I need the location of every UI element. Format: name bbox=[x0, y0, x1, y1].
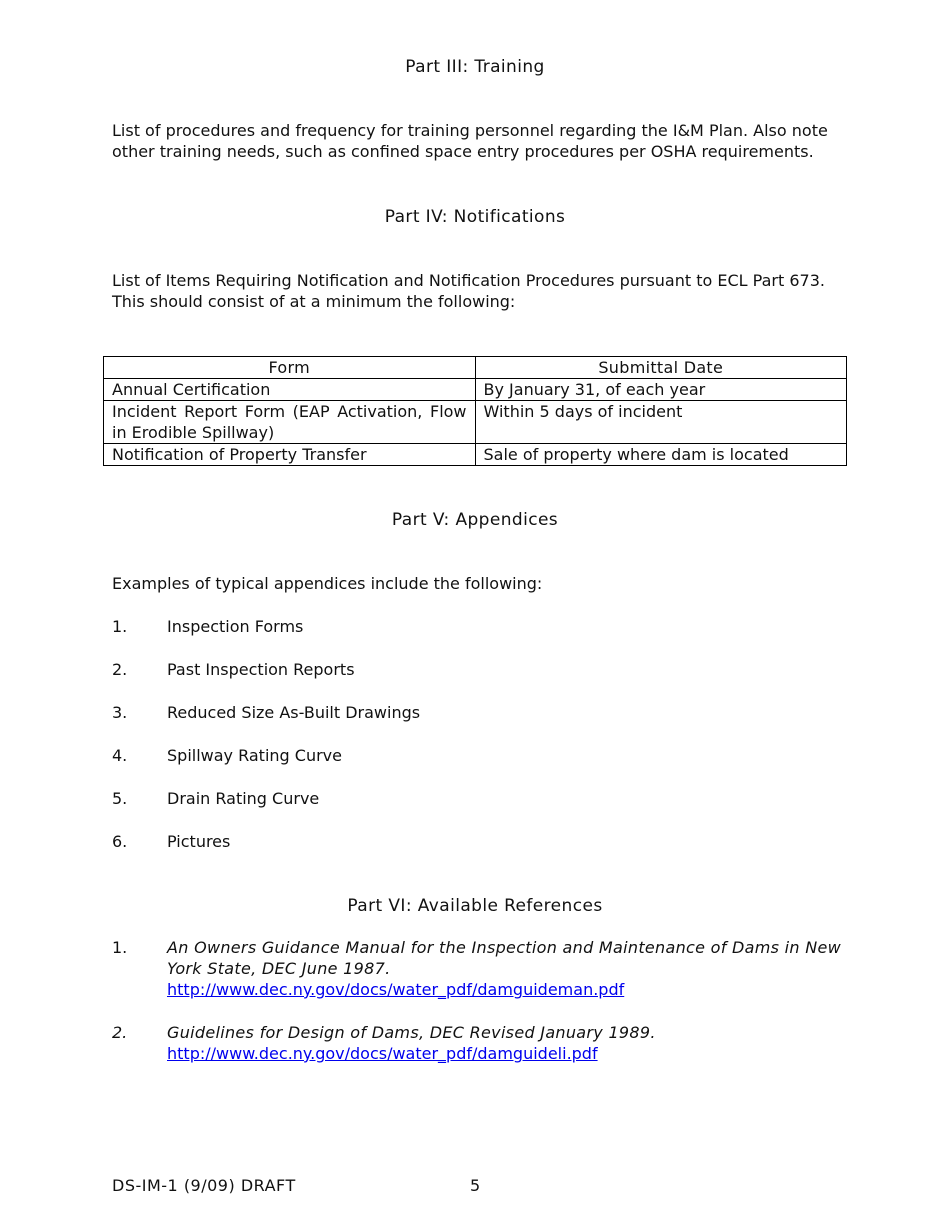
references-list bbox=[112, 937, 847, 1064]
column-header-submittal-date: Submittal Date bbox=[475, 357, 846, 379]
list-item-label: Reduced Size As-Built Drawings bbox=[167, 703, 421, 722]
reference-link[interactable]: http://www.dec.ny.gov/docs/water_pdf/damguideli.pdf bbox=[167, 1044, 598, 1063]
list-item bbox=[112, 831, 847, 874]
list-item-label: Spillway Rating Curve bbox=[167, 746, 342, 765]
table-cell-date: By January 31, of each year bbox=[475, 379, 846, 401]
reference-title: An Owners Guidance Manual for the Inspection and Maintenance of Dams in New York State, DEC June 1987. bbox=[167, 938, 842, 978]
part4-heading: Part IV: Notifications bbox=[384, 207, 566, 227]
table-row bbox=[104, 444, 847, 466]
part5-heading: Part V: Appendices bbox=[391, 510, 559, 530]
list-item-label: Inspection Forms bbox=[167, 617, 304, 636]
table-row bbox=[104, 401, 847, 444]
reference-item bbox=[112, 1022, 847, 1064]
part6-heading: Part VI: Available References bbox=[347, 896, 603, 916]
table-cell-form: Notification of Property Transfer bbox=[104, 444, 476, 466]
list-item-number: 5. bbox=[112, 789, 128, 808]
part3-heading: Part III: Training bbox=[405, 57, 545, 77]
footer-page-number: 5 bbox=[470, 1176, 481, 1195]
list-item-number: 1. bbox=[112, 617, 128, 636]
part4-text: List of Items Requiring Notification and Notification Procedures pursuant to ECL Part 673. This should consist of at a minimum the following: bbox=[112, 271, 825, 311]
list-item-number: 2. bbox=[112, 660, 128, 679]
footer-doc-id: DS-IM-1 (9/09) DRAFT bbox=[112, 1176, 296, 1195]
table-cell-date: Within 5 days of incident bbox=[475, 401, 846, 444]
reference-number: 2. bbox=[112, 1023, 128, 1042]
table-header-row bbox=[104, 357, 847, 379]
appendices-list bbox=[112, 616, 847, 874]
list-item-number: 4. bbox=[112, 746, 128, 765]
list-item-label: Pictures bbox=[167, 832, 231, 851]
list-item bbox=[112, 745, 847, 788]
list-item bbox=[112, 616, 847, 659]
table-row bbox=[104, 379, 847, 401]
reference-link[interactable]: http://www.dec.ny.gov/docs/water_pdf/damguideman.pdf bbox=[167, 980, 625, 999]
list-item bbox=[112, 659, 847, 702]
reference-item bbox=[112, 937, 847, 1000]
table-cell-form: Incident Report Form (EAP Activation, Flow in Erodible Spillway) bbox=[104, 401, 476, 444]
list-item-number: 6. bbox=[112, 832, 128, 851]
list-item-number: 3. bbox=[112, 703, 128, 722]
list-item-label: Drain Rating Curve bbox=[167, 789, 320, 808]
list-item bbox=[112, 788, 847, 831]
list-item-label: Past Inspection Reports bbox=[167, 660, 355, 679]
table-cell-date: Sale of property where dam is located bbox=[475, 444, 846, 466]
notification-table bbox=[103, 356, 847, 466]
part5-intro: Examples of typical appendices include the following: bbox=[112, 574, 543, 593]
list-item bbox=[112, 702, 847, 745]
part3-text: List of procedures and frequency for training personnel regarding the I&M Plan. Also note other training needs, such as confined space entry procedures per OSHA requirements. bbox=[112, 121, 828, 161]
column-header-form: Form bbox=[104, 357, 476, 379]
reference-title: Guidelines for Design of Dams, DEC Revised January 1989. bbox=[167, 1023, 656, 1042]
reference-number: 1. bbox=[112, 938, 128, 957]
table-cell-form: Annual Certification bbox=[104, 379, 476, 401]
